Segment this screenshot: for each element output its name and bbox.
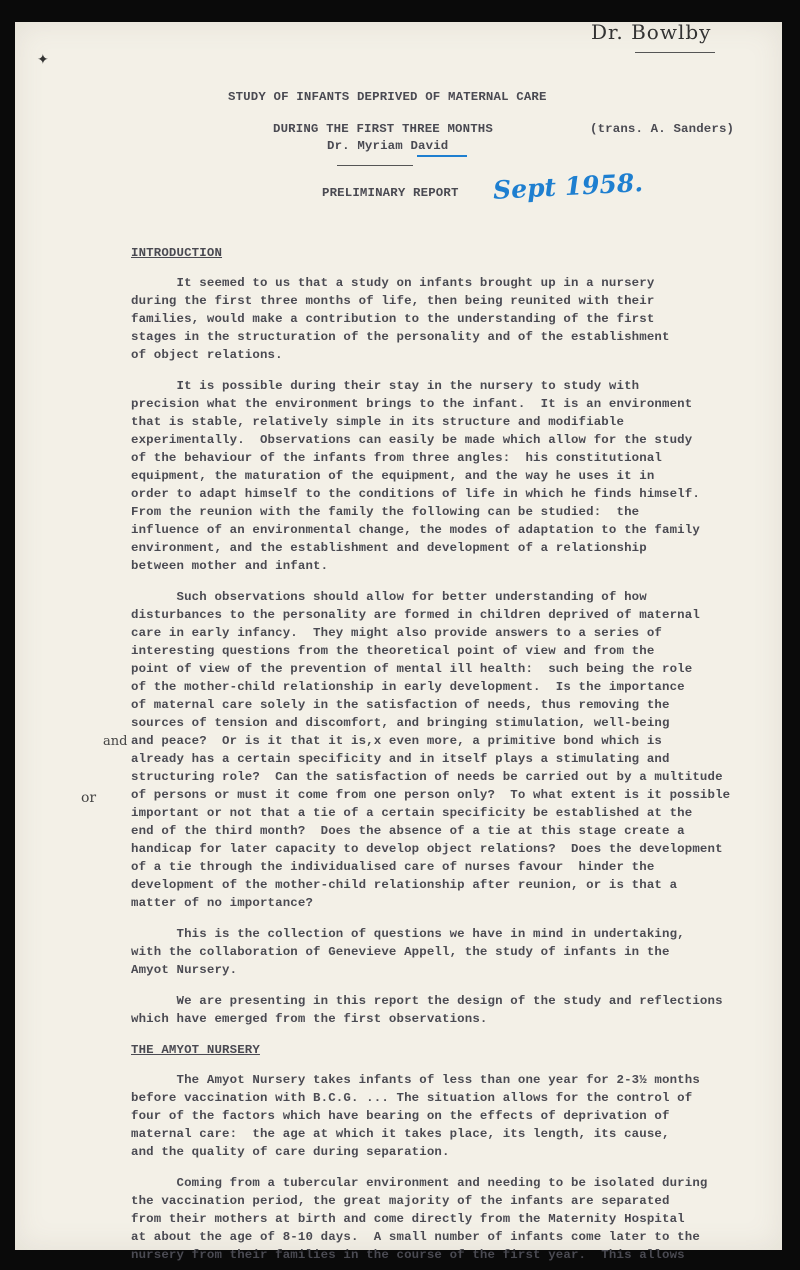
text-line: before vaccination with B.C.G. ... The situation allows for the control of [131,1091,693,1105]
text-line: precision what the environment brings to the infant. It is an environment [131,397,693,411]
text-line: stages in the structuration of the personality and of the establishment [131,330,670,344]
handwritten-date: Sept 1958. [492,168,644,205]
report-label: PRELIMINARY REPORT [322,186,459,200]
text-line: of a tie through the individualised care of nurses favour hinder the [131,860,655,874]
text-line: Coming from a tubercular environment and needing to be isolated during [131,1176,708,1190]
text-line: structuring role? Can the satisfaction of needs be carried out by a multitude [131,770,723,784]
text-line: between mother and infant. [131,559,329,573]
section-heading-introduction: INTRODUCTION [131,246,223,260]
text-line: Such observations should allow for better understanding of how [131,590,647,604]
text-line: equipment, the maturation of the equipment, and the way he uses it in [131,469,655,483]
text-line: during the first three months of life, then being reunited with their [131,294,655,308]
text-line: from their mothers at birth and come directly from the Maternity Hospital [131,1212,685,1226]
corner-name-underline [635,52,715,53]
text-line: handicap for later capacity to develop object relations? Does the development [131,842,723,856]
text-line: point of view of the prevention of mental ill health: such being the role [131,662,693,676]
text-line: care in early infancy. They might also provide answers to a series of [131,626,662,640]
document-title: STUDY OF INFANTS DEPRIVED OF MATERNAL CARE [228,90,547,104]
text-line: of maternal care solely in the satisfaction of needs, thus removing the [131,698,670,712]
document-page [15,20,782,1262]
text-line: disturbances to the personality are formed in children deprived of maternal [131,608,700,622]
text-line: of the behaviour of the infants from three angles: his constitutional [131,451,662,465]
handwritten-corner-name: Dr. Bowlby [591,20,712,44]
text-line: and the quality of care during separation. [131,1145,450,1159]
text-line: nursery from their families in the course of the first year. This allows [131,1248,685,1262]
text-line: that is stable, relatively simple in its structure and modifiable [131,415,625,429]
text-line: families, would make a contribution to the understanding of the first [131,312,655,326]
text-line: interesting questions from the theoretical point of view and from the [131,644,655,658]
text-line: of persons or must it come from one person only? To what extent is it possible [131,788,731,802]
text-line: end of the third month? Does the absence of a tie at this stage create a [131,824,685,838]
section-heading-amyot-nursery: THE AMYOT NURSERY [131,1043,260,1057]
header-separator [337,165,413,166]
text-line: It is possible during their stay in the nursery to study with [131,379,640,393]
text-line: development of the mother-child relationship after reunion, or is that a [131,878,678,892]
text-line: influence of an environmental change, the modes of adaptation to the family [131,523,700,537]
text-line: which have emerged from the first observations. [131,1012,488,1026]
text-line: environment, and the establishment and development of a relationship [131,541,647,555]
text-line: We are presenting in this report the design of the study and reflections [131,994,723,1008]
text-line: From the reunion with the family the following can be studied: the [131,505,640,519]
document-subtitle: DURING THE FIRST THREE MONTHS [273,122,493,136]
text-line: with the collaboration of Genevieve Appell, the study of infants in the [131,945,670,959]
text-line: This is the collection of questions we have in mind in undertaking, [131,927,685,941]
text-line: sources of tension and discomfort, and bringing stimulation, well-being [131,716,670,730]
text-line: order to adapt himself to the conditions of life in which he finds himself. [131,487,700,501]
text-line: matter of no importance? [131,896,314,910]
text-line: the vaccination period, the great majority of the infants are separated [131,1194,670,1208]
text-line: and peace? Or is it that it is,x even more, a primitive bond which is [131,734,662,748]
author-underline [417,155,467,157]
margin-note-and: and [103,734,128,749]
text-line: four of the factors which have bearing on the effects of deprivation of [131,1109,670,1123]
text-line: maternal care: the age at which it takes place, its length, its cause, [131,1127,670,1141]
text-line: important or not that a tie of a certain specificity be established at the [131,806,693,820]
text-line: at about the age of 8-10 days. A small number of infants come later to the [131,1230,700,1244]
author-name: Dr. Myriam David [327,139,449,153]
text-line: The Amyot Nursery takes infants of less than one year for 2-3½ months [131,1073,700,1087]
text-line: experimentally. Observations can easily be made which allow for the study [131,433,693,447]
text-line: of object relations. [131,348,283,362]
translator-credit: (trans. A. Sanders) [590,122,735,136]
text-line: already has a certain specificity and in itself plays a stimulating and [131,752,670,766]
text-line: It seemed to us that a study on infants brought up in a nursery [131,276,655,290]
pin-mark-icon: ✦ [37,53,49,68]
text-line: Amyot Nursery. [131,963,238,977]
margin-note-or: or [81,790,97,806]
text-line: of the mother-child relationship in early development. Is the importance [131,680,685,694]
